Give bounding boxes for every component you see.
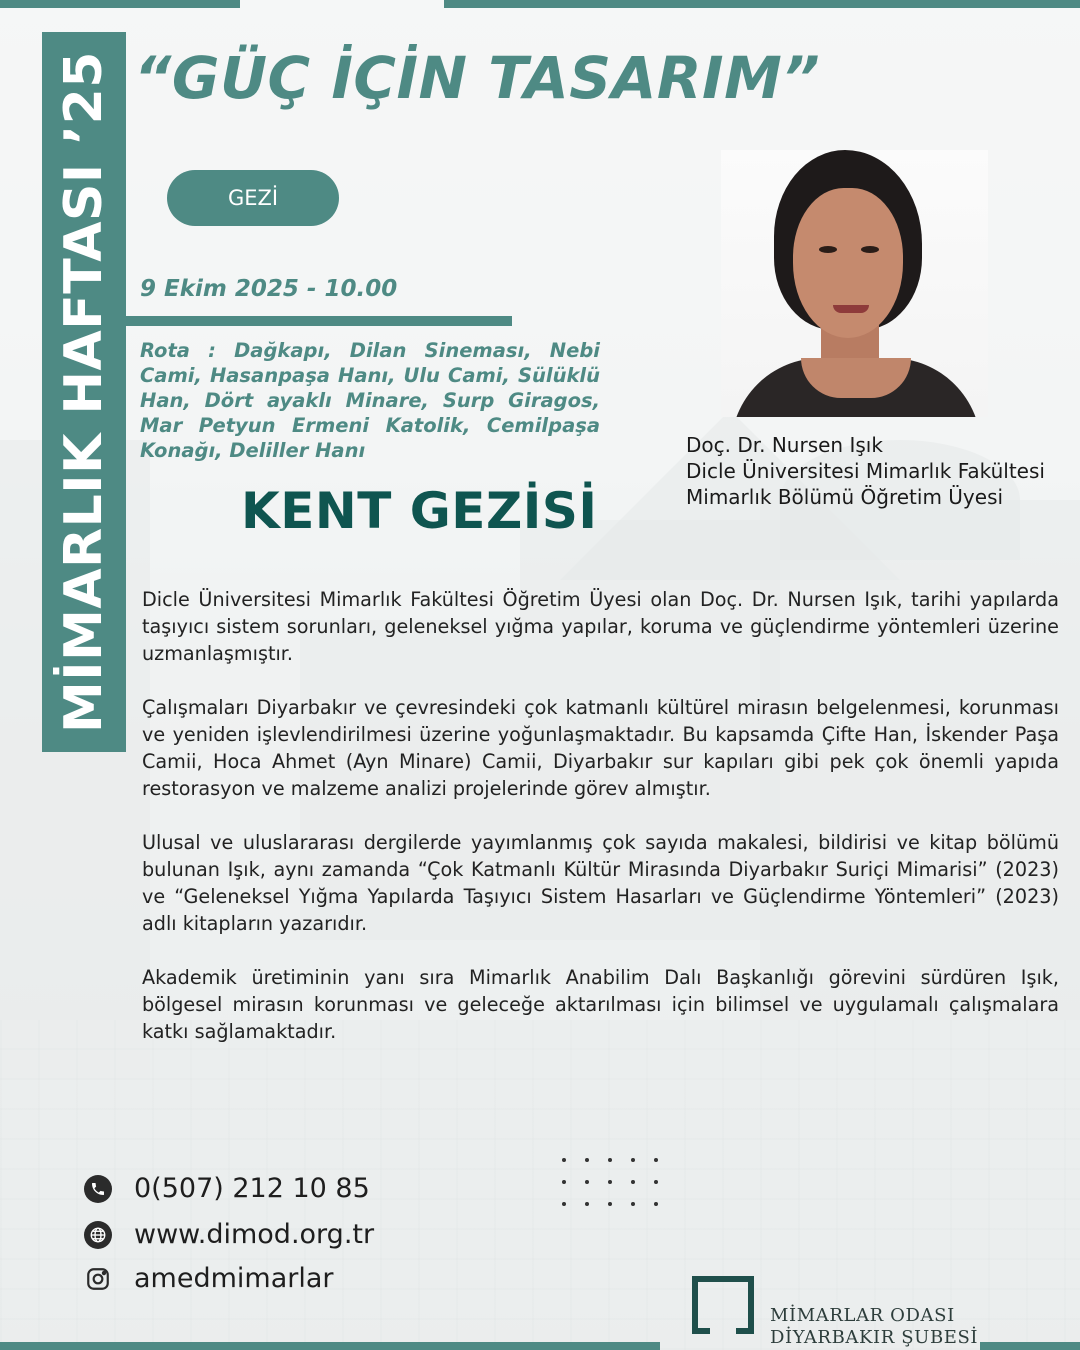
route-text: Rota : Dağkapı, Dilan Sineması, Nebi Cami, Hasanpaşa Hanı, Ulu Cami, Sülüklü Han, Dört ayaklı Minare, Surp Giragos, Mar Petyun Ermeni Katolik, Cemilpaşa Konağı, Deliller Hanı	[140, 339, 600, 462]
category-pill: GEZİ	[167, 170, 339, 226]
bottom-bar-right	[980, 1342, 1080, 1350]
event-date-time: 9 Ekim 2025 - 10.00	[140, 276, 398, 302]
instagram-icon	[84, 1265, 112, 1293]
page-title: “GÜÇ İÇİN TASARIM”	[134, 44, 821, 112]
contact-website[interactable]	[84, 1219, 374, 1250]
top-bar-right	[444, 0, 1080, 8]
bottom-bar-left	[0, 1342, 660, 1350]
event-title: KENT GEZİSİ	[241, 482, 598, 540]
top-bar-left	[0, 0, 240, 8]
speaker-affiliation-1: Dicle Üniversitesi Mimarlık Fakültesi	[686, 459, 1045, 483]
instagram-handle: amedmimarlar	[134, 1263, 334, 1294]
logo-line-2: DİYARBAKIR ŞUBESİ	[770, 1327, 979, 1348]
contact-instagram[interactable]	[84, 1263, 334, 1294]
logo-text	[770, 1305, 978, 1349]
phone-icon	[84, 1175, 112, 1203]
paragraph: Çalışmaları Diyarbakır ve çevresindeki çok katmanlı kültürel mirasın belgelenmesi, korunması ve yeniden işlevlendirilmesi üzerine yoğunlaşmaktadır. Bu kapsamda Çifte Han, İskender Paşa Camii, Hoca Ahmet (Ayn Minare) Camii, Diyarbakır sur kapıları gibi pek çok önemli yapıda restorasyon ve malzeme analizi projelerinde görev almıştır.	[142, 696, 1059, 800]
side-banner-text: MİMARLIK HAFTASI ’25	[54, 51, 114, 733]
speaker-photo	[721, 150, 988, 417]
paragraph: Ulusal ve uluslararası dergilerde yayımlanmış çok sayıda makalesi, bildirisi ve kitap bölümü bulunan Işık, aynı zamanda “Çok Katmanlı Kültür Mirasında Diyarbakır Suriçi Mimarisi” (2023) ve “Geleneksel Yığma Yapılarda Taşıyıcı Sistem Hasarları ve Güçlendirme Yöntemleri” (2023) adlı kitapların yazarıdır.	[142, 831, 1059, 935]
paragraph: Dicle Üniversitesi Mimarlık Fakültesi Öğretim Üyesi olan Doç. Dr. Nursen Işık, tarihi yapılarda taşıyıcı sistem sorunları, geleneksel yığma yapılar, koruma ve güçlendirme yöntemleri üzerine uzmanlaşmıştır.	[142, 588, 1059, 665]
globe-icon	[84, 1221, 112, 1249]
logo-line-1: MİMARLAR ODASI	[770, 1305, 955, 1326]
decorative-dots	[562, 1158, 662, 1210]
speaker-affiliation-2: Mimarlık Bölümü Öğretim Üyesi	[686, 485, 1004, 509]
speaker-name: Doç. Dr. Nursen Işık	[686, 433, 883, 457]
chamber-logo-icon	[690, 1274, 756, 1336]
phone-number: 0(507) 212 10 85	[134, 1173, 370, 1204]
contact-phone[interactable]	[84, 1173, 370, 1204]
date-divider	[126, 316, 512, 326]
speaker-info	[686, 432, 1045, 510]
description	[142, 586, 1059, 1072]
website-link: www.dimod.org.tr	[134, 1219, 375, 1250]
paragraph: Akademik üretiminin yanı sıra Mimarlık Anabilim Dalı Başkanlığı görevini sürdüren Işık, bölgesel mirasın korunması ve geleceğe aktarılması için bilimsel ve uygulamalı çalışmalara katkı sağlamaktadır.	[142, 966, 1059, 1043]
